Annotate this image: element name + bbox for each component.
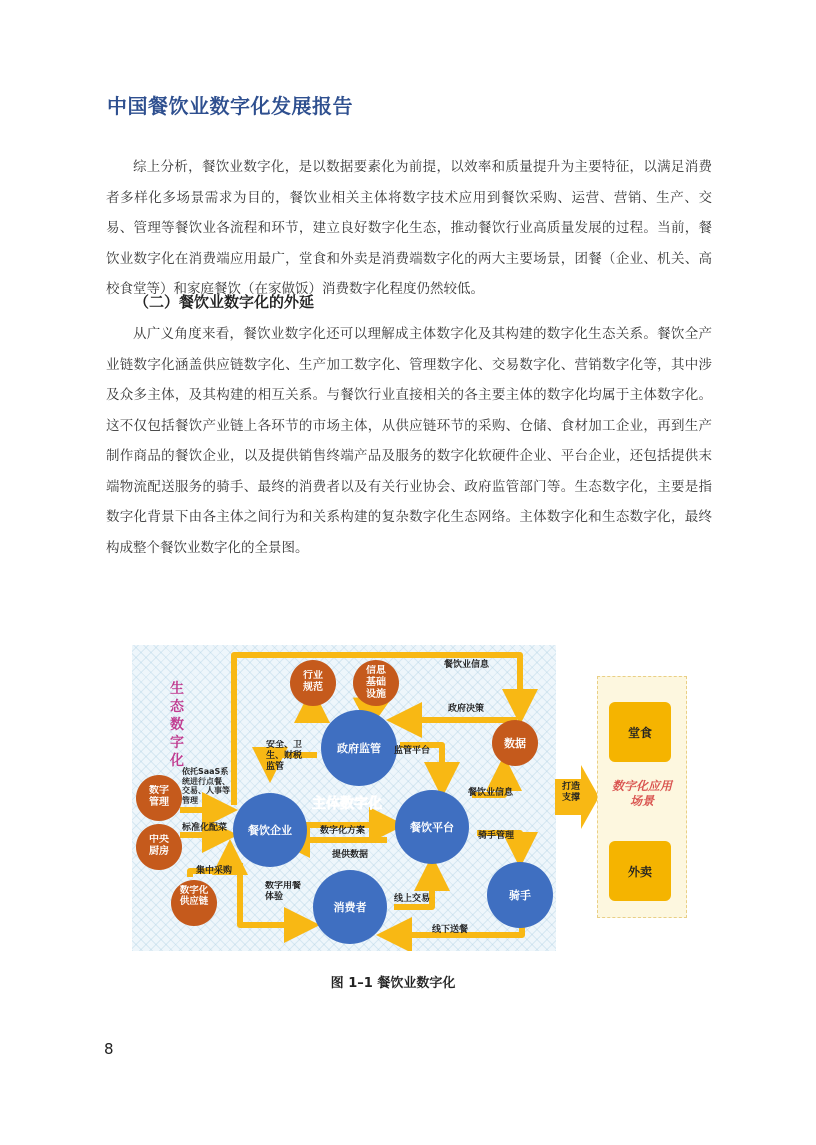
node-consumer-label: 消费者 — [333, 901, 367, 914]
ecosystem-label-char-3: 数 — [170, 717, 184, 733]
page-number: 8 — [104, 1040, 114, 1058]
scene-panel — [597, 676, 687, 918]
subject-label: 主体数字化 — [312, 796, 382, 812]
edge-label-rider-mgmt: 骑手管理 — [478, 831, 515, 841]
edge-label-digital-solution: 数字化方案 — [320, 826, 366, 836]
section-heading: （二）餐饮业数字化的外延 — [134, 293, 315, 311]
document-header-title: 中国餐饮业数字化发展报告 — [107, 94, 353, 118]
node-mgmt-label: 数字管理 — [149, 785, 169, 808]
node-infra-label: 信息基础设施 — [366, 665, 386, 700]
ecosystem-label-char-1: 生 — [170, 681, 184, 697]
edge-label-gov-decision: 政府决策 — [448, 704, 485, 714]
edge-label-industry-info: 餐饮业信息 — [468, 788, 514, 798]
figure-diagram — [132, 645, 556, 951]
diagram-svg — [132, 645, 556, 951]
node-supply-label: 数字化供应链 — [179, 885, 209, 907]
edge-label-kitchen: 标准化配菜 — [182, 823, 228, 833]
scene-title: 数字化应用场景 — [612, 779, 673, 808]
node-data-label: 数据 — [504, 737, 526, 750]
scene-takeout-label: 外卖 — [627, 864, 652, 879]
edge-label-purchase: 集中采购 — [196, 866, 233, 876]
scene-takeout-card — [609, 841, 671, 901]
edge-label-info: 餐饮业信息 — [444, 660, 490, 670]
node-enterprise-label: 餐饮企业 — [248, 824, 292, 837]
node-platform-label: 餐饮平台 — [410, 821, 454, 834]
node-gov-label: 政府监管 — [337, 742, 381, 755]
edge-label-dining: 数字用餐体验 — [265, 881, 302, 902]
node-kitchen-label: 中央厨房 — [149, 834, 169, 857]
edge-label-provide-data: 提供数据 — [332, 850, 369, 860]
ecosystem-label-char-5: 化 — [170, 753, 184, 769]
scene-dine-in-card — [609, 702, 671, 762]
scene-dine-in-label: 堂食 — [627, 725, 652, 740]
ecosystem-label-char-2: 态 — [170, 699, 184, 715]
node-rider-label: 骑手 — [509, 889, 531, 902]
edge-label-safety: 安全、卫生、财税监管 — [266, 740, 303, 772]
figure-caption: 图 1–1 餐饮业数字化 — [330, 976, 456, 991]
edge-label-online: 线上交易 — [394, 894, 431, 904]
ecosystem-label-char-4: 字 — [170, 735, 184, 751]
edge-label-offline: 线下送餐 — [432, 925, 469, 935]
paragraph-summary: 综上分析，餐饮业数字化，是以数据要素化为前提，以效率和质量提升为主要特征，以满足消费者多样化多场景需求为目的，餐饮业相关主体将数字技术应用到餐饮采购、运营、营销、生产、交易、管理等餐饮业各流程和环节，建立良好数字化生态，推动餐饮行业高质量发展的过程。当前，餐饮业数字化在消费端应用最广，堂食和外卖是消费端数字化的两大主要场景，团餐（企业、机关、高校食堂等）和家庭餐饮（在家做饭）消费数字化程度仍然较低。 — [106, 159, 712, 297]
paragraph-extension: 从广义角度来看，餐饮业数字化还可以理解成主体数字化及其构建的数字化生态关系。餐饮全产业链数字化涵盖供应链数字化、生产加工数字化、管理数字化、交易数字化、营销数字化等，其中涉及众多主体，及其构建的相互关系。与餐饮行业直接相关的各主要主体的数字化均属于主体数字化。这不仅包括餐饮产业链上各环节的市场主体，从供应链环节的采购、仓储、食材加工企业，再到生产制作商品的餐饮企业，以及提供销售终端产品及服务的数字化软硬件企业、平台企业，还包括提供末端物流配送服务的骑手、最终的消费者以及有关行业协会、政府监管部门等。生态数字化，主要是指数字化背景下由各主体之间行为和关系构建的复杂数字化生态网络。主体数字化和生态数字化，最终构成整个餐饮业数字化的全景图。 — [106, 326, 712, 556]
edge-label-supervision: 监管平台 — [394, 746, 431, 756]
support-label: 打造支撑 — [561, 782, 580, 803]
edge-label-saas: 依托SaaS系统进行点餐、交易、人事等管理 — [182, 767, 230, 805]
node-norms-label: 行业规范 — [303, 670, 323, 693]
